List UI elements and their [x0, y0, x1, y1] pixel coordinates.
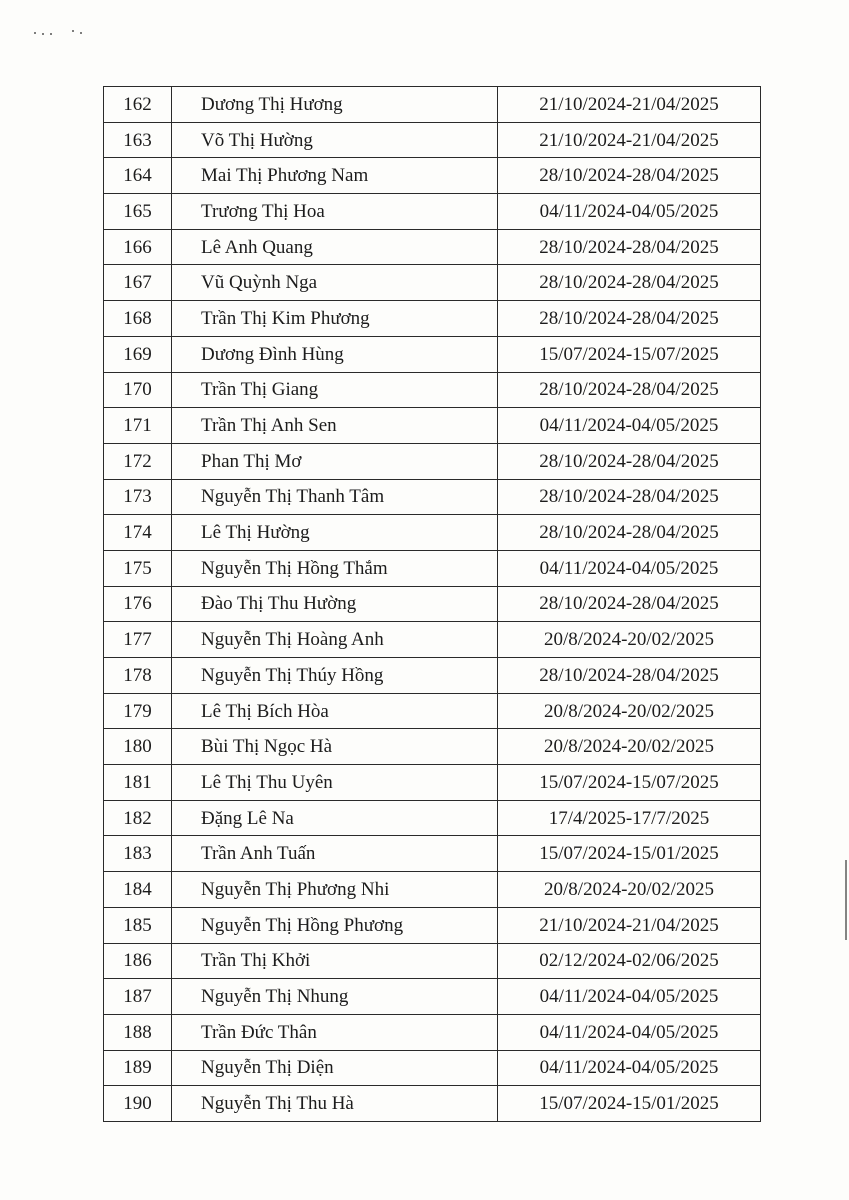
table-row [104, 729, 761, 765]
person-name-cell: Đào Thị Thu Hường [172, 586, 498, 622]
table-row [104, 336, 761, 372]
person-name-cell: Nguyễn Thị Hoàng Anh [172, 622, 498, 658]
table-row [104, 443, 761, 479]
date-range-cell: 20/8/2024-20/02/2025 [498, 729, 761, 765]
table-row [104, 658, 761, 694]
date-range-cell: 28/10/2024-28/04/2025 [498, 229, 761, 265]
table-row [104, 301, 761, 337]
row-number-cell: 167 [104, 265, 172, 301]
row-number-cell: 175 [104, 550, 172, 586]
date-range-cell: 04/11/2024-04/05/2025 [498, 550, 761, 586]
person-name-cell: Lê Thị Thu Uyên [172, 765, 498, 801]
date-range-cell: 04/11/2024-04/05/2025 [498, 979, 761, 1015]
date-range-cell: 02/12/2024-02/06/2025 [498, 943, 761, 979]
person-name-cell: Nguyễn Thị Thanh Tâm [172, 479, 498, 515]
row-number-cell: 178 [104, 658, 172, 694]
table-row [104, 265, 761, 301]
row-number-cell: 162 [104, 87, 172, 123]
person-name-cell: Vũ Quỳnh Nga [172, 265, 498, 301]
person-name-cell: Trần Đức Thân [172, 1014, 498, 1050]
person-name-cell: Đặng Lê Na [172, 800, 498, 836]
table-row [104, 1014, 761, 1050]
scan-edge-mark [845, 860, 847, 940]
staff-list-table [103, 86, 761, 1122]
table-row [104, 229, 761, 265]
date-range-cell: 20/8/2024-20/02/2025 [498, 622, 761, 658]
person-name-cell: Phan Thị Mơ [172, 443, 498, 479]
date-range-cell: 21/10/2024-21/04/2025 [498, 907, 761, 943]
person-name-cell: Nguyễn Thị Hồng Phương [172, 907, 498, 943]
row-number-cell: 174 [104, 515, 172, 551]
person-name-cell: Trần Anh Tuấn [172, 836, 498, 872]
table-row [104, 372, 761, 408]
row-number-cell: 172 [104, 443, 172, 479]
date-range-cell: 17/4/2025-17/7/2025 [498, 800, 761, 836]
person-name-cell: Trần Thị Anh Sen [172, 408, 498, 444]
date-range-cell: 28/10/2024-28/04/2025 [498, 265, 761, 301]
date-range-cell: 21/10/2024-21/04/2025 [498, 87, 761, 123]
date-range-cell: 04/11/2024-04/05/2025 [498, 1050, 761, 1086]
row-number-cell: 173 [104, 479, 172, 515]
person-name-cell: Trần Thị Giang [172, 372, 498, 408]
row-number-cell: 188 [104, 1014, 172, 1050]
table-row [104, 479, 761, 515]
table-row [104, 765, 761, 801]
date-range-cell: 21/10/2024-21/04/2025 [498, 122, 761, 158]
row-number-cell: 190 [104, 1086, 172, 1122]
scan-artifact [34, 28, 84, 36]
row-number-cell: 164 [104, 158, 172, 194]
table-row [104, 1050, 761, 1086]
row-number-cell: 182 [104, 800, 172, 836]
row-number-cell: 169 [104, 336, 172, 372]
table-row [104, 836, 761, 872]
date-range-cell: 28/10/2024-28/04/2025 [498, 658, 761, 694]
table-row [104, 586, 761, 622]
person-name-cell: Trương Thị Hoa [172, 194, 498, 230]
date-range-cell: 15/07/2024-15/07/2025 [498, 336, 761, 372]
table-row [104, 872, 761, 908]
row-number-cell: 176 [104, 586, 172, 622]
table-row [104, 979, 761, 1015]
row-number-cell: 181 [104, 765, 172, 801]
table-row [104, 158, 761, 194]
row-number-cell: 184 [104, 872, 172, 908]
row-number-cell: 163 [104, 122, 172, 158]
row-number-cell: 170 [104, 372, 172, 408]
date-range-cell: 28/10/2024-28/04/2025 [498, 158, 761, 194]
person-name-cell: Nguyễn Thị Diện [172, 1050, 498, 1086]
person-name-cell: Nguyễn Thị Thu Hà [172, 1086, 498, 1122]
table-row [104, 87, 761, 123]
row-number-cell: 183 [104, 836, 172, 872]
table-row [104, 622, 761, 658]
table-row [104, 907, 761, 943]
row-number-cell: 189 [104, 1050, 172, 1086]
date-range-cell: 20/8/2024-20/02/2025 [498, 872, 761, 908]
person-name-cell: Dương Thị Hương [172, 87, 498, 123]
date-range-cell: 28/10/2024-28/04/2025 [498, 372, 761, 408]
row-number-cell: 180 [104, 729, 172, 765]
person-name-cell: Lê Anh Quang [172, 229, 498, 265]
person-name-cell: Võ Thị Hường [172, 122, 498, 158]
person-name-cell: Lê Thị Hường [172, 515, 498, 551]
person-name-cell: Nguyễn Thị Hồng Thắm [172, 550, 498, 586]
date-range-cell: 20/8/2024-20/02/2025 [498, 693, 761, 729]
person-name-cell: Nguyễn Thị Phương Nhi [172, 872, 498, 908]
table-row [104, 194, 761, 230]
row-number-cell: 177 [104, 622, 172, 658]
person-name-cell: Mai Thị Phương Nam [172, 158, 498, 194]
table-row [104, 1086, 761, 1122]
person-name-cell: Trần Thị Khởi [172, 943, 498, 979]
date-range-cell: 28/10/2024-28/04/2025 [498, 515, 761, 551]
table-row [104, 122, 761, 158]
row-number-cell: 168 [104, 301, 172, 337]
date-range-cell: 28/10/2024-28/04/2025 [498, 443, 761, 479]
table-body [104, 87, 761, 1122]
person-name-cell: Bùi Thị Ngọc Hà [172, 729, 498, 765]
table-row [104, 943, 761, 979]
date-range-cell: 28/10/2024-28/04/2025 [498, 586, 761, 622]
row-number-cell: 171 [104, 408, 172, 444]
row-number-cell: 186 [104, 943, 172, 979]
row-number-cell: 187 [104, 979, 172, 1015]
date-range-cell: 15/07/2024-15/01/2025 [498, 1086, 761, 1122]
row-number-cell: 185 [104, 907, 172, 943]
row-number-cell: 166 [104, 229, 172, 265]
table-row [104, 550, 761, 586]
person-name-cell: Lê Thị Bích Hòa [172, 693, 498, 729]
date-range-cell: 04/11/2024-04/05/2025 [498, 408, 761, 444]
table-row [104, 800, 761, 836]
date-range-cell: 15/07/2024-15/01/2025 [498, 836, 761, 872]
person-name-cell: Nguyễn Thị Thúy Hồng [172, 658, 498, 694]
person-name-cell: Dương Đình Hùng [172, 336, 498, 372]
table-row [104, 693, 761, 729]
date-range-cell: 04/11/2024-04/05/2025 [498, 194, 761, 230]
table-row [104, 408, 761, 444]
date-range-cell: 28/10/2024-28/04/2025 [498, 479, 761, 515]
date-range-cell: 04/11/2024-04/05/2025 [498, 1014, 761, 1050]
table-row [104, 515, 761, 551]
date-range-cell: 28/10/2024-28/04/2025 [498, 301, 761, 337]
person-name-cell: Trần Thị Kim Phương [172, 301, 498, 337]
row-number-cell: 165 [104, 194, 172, 230]
row-number-cell: 179 [104, 693, 172, 729]
person-name-cell: Nguyễn Thị Nhung [172, 979, 498, 1015]
date-range-cell: 15/07/2024-15/07/2025 [498, 765, 761, 801]
